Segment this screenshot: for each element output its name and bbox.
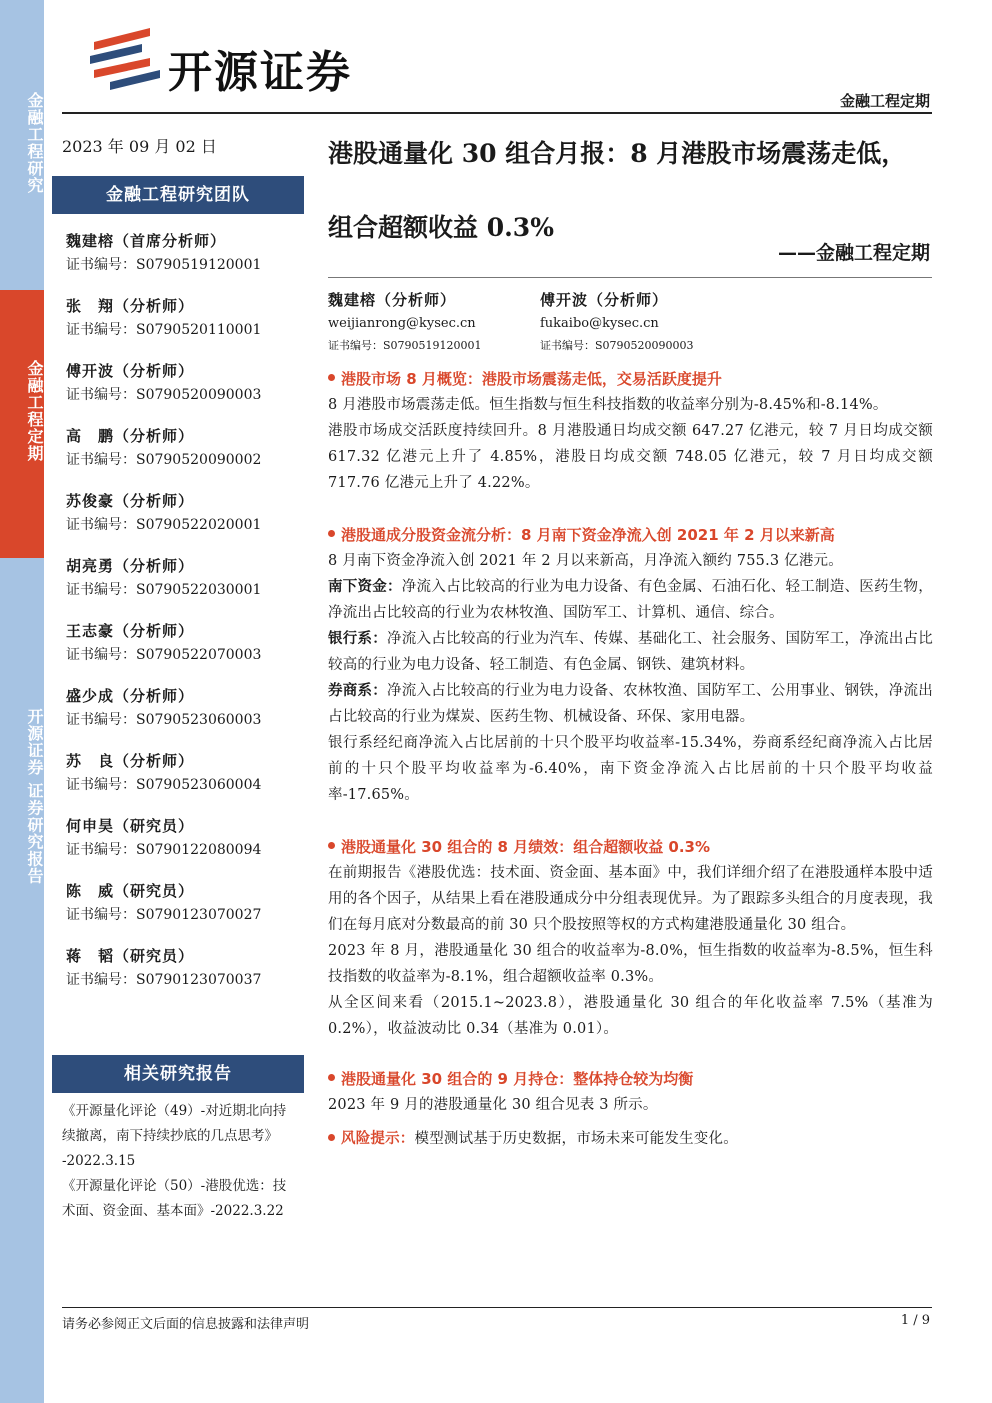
related-report-line: 《开源量化评论（49）-对近期北向持 — [62, 1103, 287, 1119]
analyst-cert: 证书编号：S0790520090003 — [66, 387, 262, 403]
section-heading-text: 港股通成分股资金流分析：8 月南下资金净流入创 2021 年 2 月以来新高 — [341, 526, 835, 544]
analyst-entry — [66, 618, 304, 683]
report-title-line-2: 组合超额收益 0.3% — [328, 213, 554, 242]
analyst-name: 魏建榕（首席分析师） — [66, 232, 227, 250]
analyst-name: 胡亮勇（分析师） — [66, 557, 195, 575]
analyst-list — [52, 228, 304, 1008]
bullet-icon — [328, 1134, 335, 1141]
analyst-entry — [66, 683, 304, 748]
analyst-name: 苏俊豪（分析师） — [66, 492, 195, 510]
analyst-cert: 证书编号：S0790123070037 — [66, 972, 262, 988]
paragraph-text: 港股市场成交活跃度持续回升。8 月港股通日均成交额 647.27 亿港元，较 7 月日均成交额 617.32 亿港元上升了 4.85%，港股日均成交额 748.05 亿港元，较 7 月日均成交额 717.76 亿港元上升了 4.22%。 — [328, 423, 933, 491]
risk-warning — [328, 1126, 933, 1152]
report-body — [328, 366, 933, 1152]
analyst-cert: 证书编号：S0790523060004 — [66, 777, 262, 793]
section-heading-text: 港股通量化 30 组合的 8 月绩效：组合超额收益 0.3% — [341, 838, 711, 856]
analyst-name: 何申昊（研究员） — [66, 817, 195, 835]
report-subtitle: ——金融工程定期 — [777, 242, 930, 264]
side-label-company: 开源证券 证券研究报告 — [25, 708, 44, 885]
author-cert: 证书编号：S0790520090003 — [540, 339, 694, 352]
footer-divider — [62, 1307, 932, 1308]
report-title — [328, 128, 938, 254]
paragraph — [328, 938, 933, 990]
paragraph-lead: 南下资金： — [328, 579, 402, 595]
paragraph-text: 2023 年 9 月的港股通量化 30 组合见表 3 所示。 — [328, 1097, 658, 1113]
analyst-entry — [66, 293, 304, 358]
paragraph-text: 8 月港股市场震荡走低。恒生指数与恒生科技指数的收益率分别为-8.45%和-8.14%。 — [328, 397, 888, 413]
analyst-entry — [66, 943, 304, 1008]
paragraph — [328, 990, 933, 1042]
paragraph-text: 银行系经纪商净流入占比居前的十只个股平均收益率-15.34%，券商系经纪商净流入占比居前的十只个股平均收益率为-6.40%，南下资金净流入占比居前的十只个股平均收益率-17.65%。 — [328, 735, 933, 803]
report-section — [328, 834, 933, 1042]
paragraph — [328, 730, 933, 808]
side-bar — [0, 0, 44, 1403]
author-name: 魏建榕（分析师） — [328, 291, 457, 309]
paragraph-lead: 银行系： — [328, 631, 388, 647]
section-gap — [328, 496, 933, 522]
paragraph — [328, 626, 933, 678]
section-gap — [328, 1042, 933, 1066]
analyst-entry — [66, 553, 304, 618]
analyst-name: 王志豪（分析师） — [66, 622, 195, 640]
logo-wordmark: 开源证券 — [168, 47, 352, 98]
paragraph-text: 净流入占比较高的行业为电力设备、有色金属、石油石化、轻工制造、医药生物，净流出占比较高的行业为农林牧渔、国防军工、计算机、通信、综合。 — [328, 579, 934, 621]
paragraph-lead: 券商系： — [328, 683, 388, 699]
section-heading — [328, 1066, 933, 1092]
analyst-name: 傅开波（分析师） — [66, 362, 195, 380]
footer-disclaimer: 请务必参阅正文后面的信息披露和法律声明 — [62, 1317, 310, 1332]
paragraph-text: 从全区间来看（2015.1~2023.8），港股通量化 30 组合的年化收益率 7.5%（基准为 0.2%），收益波动比 0.34（基准为 0.01）。 — [328, 995, 933, 1037]
paragraph-text: 净流入占比较高的行业为汽车、传媒、基础化工、社会服务、国防军工，净流出占比较高的行业为电力设备、轻工制造、有色金属、钢铁、建筑材料。 — [328, 631, 933, 673]
paragraph-text: 2023 年 8 月，港股通量化 30 组合的收益率为-8.0%，恒生指数的收益率为-8.5%，恒生科技指数的收益率为-8.1%，组合超额收益率 0.3%。 — [328, 943, 933, 985]
report-date: 2023 年 09 月 02 日 — [62, 137, 217, 156]
analyst-entry — [66, 488, 304, 553]
related-report-line: 术面、资金面、基本面》-2022.3.22 — [62, 1203, 284, 1219]
analyst-cert: 证书编号：S0790122080094 — [66, 842, 262, 858]
paragraph — [328, 1092, 933, 1118]
analyst-cert: 证书编号：S0790523060003 — [66, 712, 262, 728]
section-heading — [328, 834, 933, 860]
paragraph — [328, 418, 933, 496]
analyst-name: 张 翔（分析师） — [66, 297, 195, 315]
report-section — [328, 522, 933, 808]
paragraph-text: 8 月南下资金净流入创 2021 年 2 月以来新高，月净流入额约 755.3 亿港元。 — [328, 553, 843, 569]
paragraph — [328, 860, 933, 938]
left-column — [52, 176, 304, 1224]
analyst-cert: 证书编号：S0790123070027 — [66, 907, 262, 923]
paragraph — [328, 574, 933, 626]
section-heading — [328, 366, 933, 392]
analyst-entry — [66, 228, 304, 293]
analyst-entry — [66, 358, 304, 423]
analyst-cert: 证书编号：S0790522030001 — [66, 582, 262, 598]
analyst-name: 蒋 韬（研究员） — [66, 947, 195, 965]
header-category: 金融工程定期 — [839, 92, 930, 110]
logo-mark-icon — [90, 28, 160, 90]
analyst-name: 高 鹏（分析师） — [66, 427, 195, 445]
report-section — [328, 366, 933, 496]
report-section — [328, 1066, 933, 1118]
section-gap — [328, 808, 933, 834]
analyst-cert: 证书编号：S0790522070003 — [66, 647, 262, 663]
author-email[interactable]: weijianrong@kysec.cn — [328, 316, 476, 331]
analyst-name: 苏 良（分析师） — [66, 752, 195, 770]
analyst-cert: 证书编号：S0790519120001 — [66, 257, 262, 273]
analyst-entry — [66, 748, 304, 813]
related-report-line: 《开源量化评论（50）-港股优选：技 — [62, 1178, 287, 1194]
analyst-entry — [66, 878, 304, 943]
analyst-cert: 证书编号：S0790520110001 — [66, 322, 262, 338]
section-gap — [328, 1118, 933, 1126]
related-report-item[interactable] — [52, 1174, 304, 1224]
page-number: 1 / 9 — [900, 1313, 930, 1328]
related-banner: 相关研究报告 — [52, 1055, 304, 1093]
analyst-cert: 证书编号：S0790522020001 — [66, 517, 262, 533]
related-report-item[interactable] — [52, 1099, 304, 1174]
risk-label: 风险提示： — [341, 1131, 415, 1147]
author-1 — [328, 288, 482, 356]
section-heading — [328, 522, 933, 548]
side-label-periodic: 金融工程定期 — [25, 360, 44, 462]
header-divider — [62, 112, 932, 114]
bullet-icon — [328, 842, 335, 849]
bullet-icon — [328, 374, 335, 381]
related-report-line: 续撤离，南下持续抄底的几点思考》 — [62, 1128, 278, 1144]
analyst-name: 盛少成（分析师） — [66, 687, 195, 705]
analyst-entry — [66, 423, 304, 488]
paragraph — [328, 392, 933, 418]
risk-text: 模型测试基于历史数据，市场未来可能发生变化。 — [414, 1131, 738, 1147]
analyst-cert: 证书编号：S0790520090002 — [66, 452, 262, 468]
author-2 — [540, 288, 694, 356]
author-cert: 证书编号：S0790519120001 — [328, 339, 482, 352]
section-heading-text: 港股通量化 30 组合的 9 月持仓：整体持仓较为均衡 — [341, 1070, 694, 1088]
analyst-entry — [66, 813, 304, 878]
paragraph — [328, 678, 933, 730]
related-list — [52, 1099, 304, 1224]
bullet-icon — [328, 1074, 335, 1081]
section-heading-text: 港股市场 8 月概览：港股市场震荡走低，交易活跃度提升 — [341, 370, 722, 388]
side-label-research: 金融工程研究 — [25, 92, 44, 194]
paragraph-text: 净流入占比较高的行业为电力设备、农林牧渔、国防军工、公用事业、钢铁，净流出占比较高的行业为煤炭、医药生物、机械设备、环保、家用电器。 — [328, 683, 933, 725]
paragraph — [328, 548, 933, 574]
related-report-line: -2022.3.15 — [62, 1153, 136, 1169]
analyst-name: 陈 威（研究员） — [66, 882, 195, 900]
author-email[interactable]: fukaibo@kysec.cn — [540, 316, 659, 331]
report-title-line-1: 港股通量化 30 组合月报：8 月港股市场震荡走低， — [328, 139, 907, 168]
team-banner: 金融工程研究团队 — [52, 176, 304, 214]
title-divider — [328, 277, 932, 278]
author-name: 傅开波（分析师） — [540, 291, 669, 309]
paragraph-text: 在前期报告《港股优选：技术面、资金面、基本面》中，我们详细介绍了在港股通样本股中适用的各个因子，从结果上看在港股通成分中分组表现优异。为了跟踪多头组合的月度表现，我们在每月底对分数最高的前 30 只个股按照等权的方式构建港股通量化 30 组合。 — [328, 865, 933, 933]
bullet-icon — [328, 530, 335, 537]
